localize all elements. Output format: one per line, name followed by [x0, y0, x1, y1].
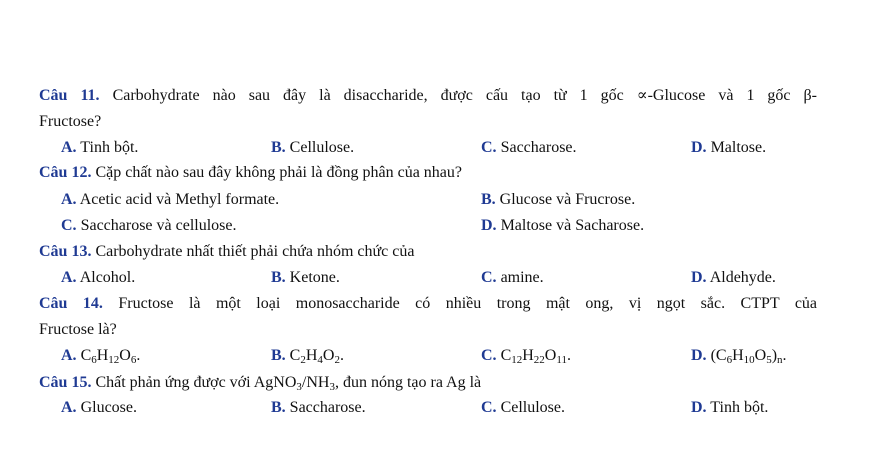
option-a[interactable]: A. Acetic acid và Methyl formate. — [61, 191, 280, 208]
question-11-line2 — [39, 112, 101, 132]
option-c[interactable]: C. Saccharose. — [481, 139, 577, 156]
option-a[interactable]: A. Tinh bột. — [61, 139, 139, 156]
option-d[interactable]: D. Tinh bột. — [691, 399, 769, 416]
question-text: Cặp chất nào sau đây không phải là đồng phân của nhau? — [95, 164, 463, 181]
option-c[interactable]: C. $C_{12}H_{22}O_{11}$. — [481, 347, 571, 366]
formula: $C_6H_{12}O_6$. — [80, 347, 141, 366]
formula: $C_{12}H_{22}O_{11}$. — [500, 347, 571, 366]
option-c[interactable]: C. amine. — [481, 269, 544, 286]
option-a[interactable]: A. Glucose. — [61, 399, 137, 416]
option-b[interactable]: B. Glucose và Frucrose. — [481, 191, 636, 208]
question-text-cont: Fructose? — [39, 113, 102, 130]
option-d[interactable]: D. Maltose. — [691, 139, 767, 156]
question-text-cont: Fructose là? — [39, 321, 117, 338]
option-d[interactable]: D. Maltose và Sacharose. — [481, 217, 645, 234]
question-text: Chất phản ứng được với $AgNO_3/NH_3$, đun nóng tạo ra Ag là — [95, 374, 482, 393]
question-14-line2 — [39, 320, 117, 340]
question-text: Fructose là một loại monosaccharide có nhiều trong mật ong, vị ngọt sắc. CTPT của — [118, 295, 818, 312]
question-12-line1 — [39, 163, 462, 183]
option-a[interactable]: A. Alcohol. — [61, 269, 136, 286]
question-number: Câu 13. — [39, 243, 92, 260]
question-13-line1 — [39, 242, 414, 262]
formula: $(C_6H_{10}O_5)_n$. — [710, 347, 787, 366]
question-number: Câu 12. — [39, 164, 92, 181]
question-14-line1 — [39, 294, 817, 314]
option-b[interactable]: B. $C_2H_4O_2$. — [271, 347, 344, 366]
option-c[interactable]: C. Cellulose. — [481, 399, 565, 416]
option-d[interactable]: D. Aldehyde. — [691, 269, 776, 286]
option-a[interactable]: A. $C_6H_{12}O_6$. — [61, 347, 141, 366]
formula: $C_2H_4O_2$. — [289, 347, 344, 366]
option-c[interactable]: C. Saccharose và cellulose. — [61, 217, 237, 234]
question-text: Carbohydrate nào sau đây là disaccharide, được cấu tạo từ 1 gốc ∝-Glucose và 1 gốc β- — [112, 87, 817, 104]
question-number: Câu 11. — [39, 87, 100, 104]
option-b[interactable]: B. Cellulose. — [271, 139, 355, 156]
option-d[interactable]: D. $(C_6H_{10}O_5)_n$. — [691, 347, 787, 366]
question-number: Câu 15. — [39, 374, 92, 391]
question-15-line1 — [39, 373, 481, 393]
question-11-line1 — [39, 86, 817, 106]
option-b[interactable]: B. Saccharose. — [271, 399, 366, 416]
option-b[interactable]: B. Ketone. — [271, 269, 340, 286]
question-text: Carbohydrate nhất thiết phải chứa nhóm chức của — [95, 243, 415, 260]
question-number: Câu 14. — [39, 295, 103, 312]
